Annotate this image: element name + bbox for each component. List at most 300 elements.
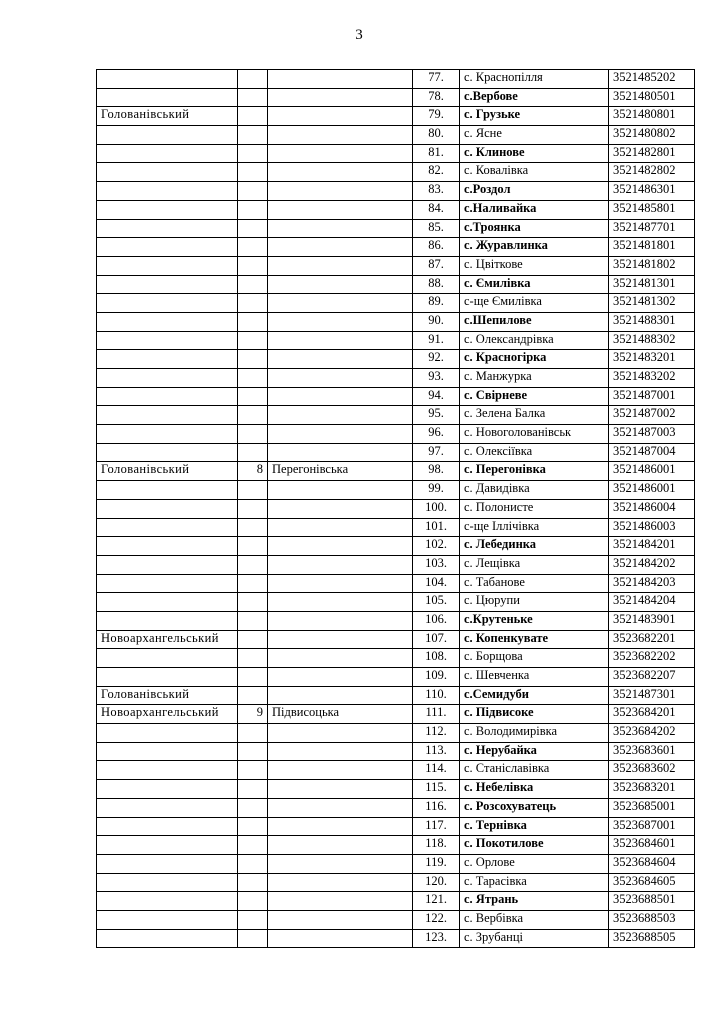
- settlement-cell: с.Семидуби: [460, 686, 609, 705]
- district-cell: [97, 555, 238, 574]
- row-index-cell: 87.: [413, 256, 460, 275]
- settlement-cell: с. Полонисте: [460, 499, 609, 518]
- settlement-cell: с. Зелена Балка: [460, 406, 609, 425]
- row-index-cell: 117.: [413, 817, 460, 836]
- table-row: [97, 668, 695, 687]
- hromada-number-cell: [238, 312, 268, 331]
- table-row: [97, 705, 695, 724]
- hromada-number-cell: [238, 854, 268, 873]
- hromada-number-cell: [238, 70, 268, 89]
- hromada-number-cell: [238, 481, 268, 500]
- koatuu-code-cell: 3523688505: [609, 929, 695, 948]
- hromada-name-cell: [268, 873, 413, 892]
- table-row: [97, 630, 695, 649]
- hromada-name-cell: [268, 387, 413, 406]
- table-row: [97, 219, 695, 238]
- district-cell: [97, 350, 238, 369]
- hromada-number-cell: [238, 126, 268, 145]
- hromada-name-cell: [268, 817, 413, 836]
- koatuu-code-cell: 3521483202: [609, 369, 695, 388]
- koatuu-code-cell: 3521486001: [609, 481, 695, 500]
- district-cell: [97, 836, 238, 855]
- hromada-name-cell: [268, 275, 413, 294]
- settlement-cell: с.Роздол: [460, 182, 609, 201]
- hromada-number-cell: [238, 761, 268, 780]
- settlement-cell: с. Орлове: [460, 854, 609, 873]
- row-index-cell: 109.: [413, 668, 460, 687]
- row-index-cell: 120.: [413, 873, 460, 892]
- district-cell: [97, 70, 238, 89]
- settlement-cell: с.Наливайка: [460, 200, 609, 219]
- district-cell: [97, 817, 238, 836]
- hromada-name-cell: [268, 836, 413, 855]
- settlement-cell: с. Покотилове: [460, 836, 609, 855]
- table-row: [97, 761, 695, 780]
- settlement-cell: с. Підвисоке: [460, 705, 609, 724]
- hromada-name-cell: [268, 724, 413, 743]
- table-row: [97, 238, 695, 257]
- table-row: [97, 275, 695, 294]
- row-index-cell: 91.: [413, 331, 460, 350]
- district-cell: [97, 219, 238, 238]
- district-cell: [97, 593, 238, 612]
- row-index-cell: 112.: [413, 724, 460, 743]
- hromada-number-cell: [238, 555, 268, 574]
- settlement-cell: с. Свірневе: [460, 387, 609, 406]
- hromada-number-cell: [238, 144, 268, 163]
- table-row: [97, 312, 695, 331]
- koatuu-code-cell: 3521486301: [609, 182, 695, 201]
- hromada-number-cell: [238, 331, 268, 350]
- settlement-cell: с. Розсохуватець: [460, 798, 609, 817]
- koatuu-code-cell: 3521484201: [609, 537, 695, 556]
- hromada-number-cell: [238, 817, 268, 836]
- hromada-number-cell: [238, 163, 268, 182]
- district-cell: [97, 88, 238, 107]
- koatuu-code-cell: 3523684201: [609, 705, 695, 724]
- hromada-number-cell: [238, 369, 268, 388]
- district-cell: [97, 798, 238, 817]
- koatuu-code-cell: 3521488301: [609, 312, 695, 331]
- table-row: [97, 88, 695, 107]
- district-cell: [97, 275, 238, 294]
- row-index-cell: 97.: [413, 443, 460, 462]
- hromada-number-cell: [238, 238, 268, 257]
- row-index-cell: 121.: [413, 892, 460, 911]
- koatuu-code-cell: 3521487003: [609, 425, 695, 444]
- hromada-number-cell: [238, 574, 268, 593]
- hromada-number-cell: [238, 910, 268, 929]
- hromada-name-cell: Підвисоцька: [268, 705, 413, 724]
- settlement-cell: с. Вербівка: [460, 910, 609, 929]
- koatuu-code-cell: 3521487001: [609, 387, 695, 406]
- hromada-name-cell: [268, 929, 413, 948]
- table-row: [97, 873, 695, 892]
- row-index-cell: 107.: [413, 630, 460, 649]
- table-row: [97, 350, 695, 369]
- row-index-cell: 77.: [413, 70, 460, 89]
- koatuu-code-cell: 3521484202: [609, 555, 695, 574]
- settlement-cell: с-ще Іллічівка: [460, 518, 609, 537]
- table-row: [97, 686, 695, 705]
- district-cell: Голованівський: [97, 686, 238, 705]
- hromada-number-cell: [238, 443, 268, 462]
- hromada-number-cell: [238, 275, 268, 294]
- table-row: [97, 144, 695, 163]
- settlement-cell: с.Крутеньке: [460, 611, 609, 630]
- settlement-cell: с. Нерубайка: [460, 742, 609, 761]
- district-cell: [97, 294, 238, 313]
- settlement-cell: с. Клинове: [460, 144, 609, 163]
- hromada-name-cell: [268, 70, 413, 89]
- hromada-name-cell: [268, 88, 413, 107]
- hromada-name-cell: [268, 163, 413, 182]
- settlement-cell: с.Вербове: [460, 88, 609, 107]
- table-row: [97, 574, 695, 593]
- koatuu-code-cell: 3523684202: [609, 724, 695, 743]
- district-cell: [97, 537, 238, 556]
- district-cell: [97, 724, 238, 743]
- table-row: [97, 294, 695, 313]
- hromada-number-cell: [238, 406, 268, 425]
- hromada-name-cell: Перегонівська: [268, 462, 413, 481]
- koatuu-code-cell: 3521484203: [609, 574, 695, 593]
- koatuu-code-cell: 3521481801: [609, 238, 695, 257]
- hromada-name-cell: [268, 406, 413, 425]
- hromada-number-cell: [238, 387, 268, 406]
- table-row: [97, 910, 695, 929]
- hromada-number-cell: [238, 668, 268, 687]
- row-index-cell: 89.: [413, 294, 460, 313]
- row-index-cell: 93.: [413, 369, 460, 388]
- koatuu-code-cell: 3523688501: [609, 892, 695, 911]
- koatuu-code-cell: 3523688503: [609, 910, 695, 929]
- hromada-name-cell: [268, 574, 413, 593]
- table-row: [97, 369, 695, 388]
- district-cell: [97, 518, 238, 537]
- koatuu-code-cell: 3521485202: [609, 70, 695, 89]
- table-row: [97, 107, 695, 126]
- row-index-cell: 113.: [413, 742, 460, 761]
- row-index-cell: 106.: [413, 611, 460, 630]
- koatuu-code-cell: 3523684605: [609, 873, 695, 892]
- hromada-name-cell: [268, 312, 413, 331]
- row-index-cell: 118.: [413, 836, 460, 855]
- koatuu-code-cell: 3523684601: [609, 836, 695, 855]
- settlement-cell: с. Копенкувате: [460, 630, 609, 649]
- district-cell: [97, 256, 238, 275]
- district-cell: [97, 742, 238, 761]
- settlement-cell: с.Троянка: [460, 219, 609, 238]
- settlement-cell: с. Краснопілля: [460, 70, 609, 89]
- hromada-name-cell: [268, 107, 413, 126]
- hromada-number-cell: [238, 686, 268, 705]
- table-row: [97, 481, 695, 500]
- district-cell: [97, 369, 238, 388]
- koatuu-code-cell: 3523683201: [609, 780, 695, 799]
- district-cell: [97, 910, 238, 929]
- table-row: [97, 649, 695, 668]
- settlement-cell: с-ще Ємилівка: [460, 294, 609, 313]
- district-cell: [97, 200, 238, 219]
- district-cell: [97, 425, 238, 444]
- row-index-cell: 84.: [413, 200, 460, 219]
- koatuu-code-cell: 3521488302: [609, 331, 695, 350]
- hromada-name-cell: [268, 144, 413, 163]
- row-index-cell: 100.: [413, 499, 460, 518]
- hromada-number-cell: [238, 350, 268, 369]
- hromada-name-cell: [268, 761, 413, 780]
- settlement-cell: с. Ясне: [460, 126, 609, 145]
- hromada-name-cell: [268, 518, 413, 537]
- row-index-cell: 101.: [413, 518, 460, 537]
- settlement-cell: с. Ятрань: [460, 892, 609, 911]
- koatuu-code-cell: 3521486003: [609, 518, 695, 537]
- row-index-cell: 81.: [413, 144, 460, 163]
- koatuu-code-cell: 3521482802: [609, 163, 695, 182]
- hromada-name-cell: [268, 369, 413, 388]
- table-row: [97, 593, 695, 612]
- table-row: [97, 406, 695, 425]
- koatuu-code-cell: 3521483201: [609, 350, 695, 369]
- district-cell: [97, 126, 238, 145]
- table-row: [97, 499, 695, 518]
- district-cell: [97, 331, 238, 350]
- table-row: [97, 892, 695, 911]
- koatuu-code-cell: 3523685001: [609, 798, 695, 817]
- district-cell: Голованівський: [97, 107, 238, 126]
- table-row: [97, 854, 695, 873]
- row-index-cell: 103.: [413, 555, 460, 574]
- koatuu-code-cell: 3521487002: [609, 406, 695, 425]
- district-cell: Голованівський: [97, 462, 238, 481]
- row-index-cell: 115.: [413, 780, 460, 799]
- table-row: [97, 462, 695, 481]
- hromada-name-cell: [268, 780, 413, 799]
- hromada-number-cell: [238, 780, 268, 799]
- koatuu-code-cell: 3521481301: [609, 275, 695, 294]
- row-index-cell: 90.: [413, 312, 460, 331]
- row-index-cell: 99.: [413, 481, 460, 500]
- hromada-name-cell: [268, 200, 413, 219]
- koatuu-code-cell: 3523682207: [609, 668, 695, 687]
- row-index-cell: 85.: [413, 219, 460, 238]
- hromada-name-cell: [268, 611, 413, 630]
- district-cell: [97, 854, 238, 873]
- hromada-number-cell: 9: [238, 705, 268, 724]
- district-cell: Новоархангельський: [97, 630, 238, 649]
- koatuu-code-cell: 3521487701: [609, 219, 695, 238]
- settlement-cell: с. Перегонівка: [460, 462, 609, 481]
- table-row: [97, 611, 695, 630]
- district-cell: [97, 406, 238, 425]
- koatuu-code-cell: 3521481802: [609, 256, 695, 275]
- hromada-number-cell: [238, 836, 268, 855]
- settlement-cell: с. Журавлинка: [460, 238, 609, 257]
- koatuu-code-cell: 3523684604: [609, 854, 695, 873]
- koatuu-code-cell: 3523683602: [609, 761, 695, 780]
- hromada-name-cell: [268, 238, 413, 257]
- hromada-name-cell: [268, 686, 413, 705]
- settlement-cell: с. Ємилівка: [460, 275, 609, 294]
- table-row: [97, 555, 695, 574]
- table-row: [97, 742, 695, 761]
- settlement-cell: с. Табанове: [460, 574, 609, 593]
- settlement-cell: с. Лебединка: [460, 537, 609, 556]
- settlement-cell: с. Олександрівка: [460, 331, 609, 350]
- settlement-cell: с. Грузьке: [460, 107, 609, 126]
- table-row: [97, 256, 695, 275]
- hromada-number-cell: [238, 182, 268, 201]
- district-cell: [97, 443, 238, 462]
- koatuu-code-cell: 3523682202: [609, 649, 695, 668]
- settlement-cell: с. Красногірка: [460, 350, 609, 369]
- table-row: [97, 126, 695, 145]
- hromada-number-cell: [238, 256, 268, 275]
- hromada-number-cell: [238, 425, 268, 444]
- district-cell: [97, 499, 238, 518]
- district-cell: [97, 761, 238, 780]
- table-row: [97, 331, 695, 350]
- table-row: [97, 425, 695, 444]
- hromada-name-cell: [268, 481, 413, 500]
- settlement-cell: с. Борщова: [460, 649, 609, 668]
- settlement-cell: с. Цюрупи: [460, 593, 609, 612]
- row-index-cell: 119.: [413, 854, 460, 873]
- hromada-number-cell: [238, 200, 268, 219]
- district-cell: Новоархангельський: [97, 705, 238, 724]
- hromada-name-cell: [268, 350, 413, 369]
- row-index-cell: 83.: [413, 182, 460, 201]
- hromada-name-cell: [268, 537, 413, 556]
- district-cell: [97, 780, 238, 799]
- hromada-name-cell: [268, 593, 413, 612]
- koatuu-code-cell: 3521480501: [609, 88, 695, 107]
- hromada-name-cell: [268, 499, 413, 518]
- hromada-number-cell: [238, 499, 268, 518]
- koatuu-code-cell: 3523687001: [609, 817, 695, 836]
- hromada-name-cell: [268, 219, 413, 238]
- hromada-number-cell: [238, 929, 268, 948]
- district-cell: [97, 574, 238, 593]
- row-index-cell: 86.: [413, 238, 460, 257]
- settlement-cell: с. Небелівка: [460, 780, 609, 799]
- settlement-cell: с. Тарасівка: [460, 873, 609, 892]
- koatuu-code-cell: 3521484204: [609, 593, 695, 612]
- table-row: [97, 798, 695, 817]
- settlement-cell: с. Шевченка: [460, 668, 609, 687]
- hromada-name-cell: [268, 910, 413, 929]
- koatuu-code-cell: 3521486001: [609, 462, 695, 481]
- row-index-cell: 92.: [413, 350, 460, 369]
- hromada-name-cell: [268, 892, 413, 911]
- koatuu-code-cell: 3521485801: [609, 200, 695, 219]
- district-cell: [97, 892, 238, 911]
- hromada-name-cell: [268, 649, 413, 668]
- koatuu-code-cell: 3521483901: [609, 611, 695, 630]
- hromada-name-cell: [268, 256, 413, 275]
- district-cell: [97, 238, 238, 257]
- hromada-number-cell: [238, 219, 268, 238]
- row-index-cell: 80.: [413, 126, 460, 145]
- district-cell: [97, 649, 238, 668]
- table-row: [97, 518, 695, 537]
- koatuu-code-cell: 3521480802: [609, 126, 695, 145]
- row-index-cell: 123.: [413, 929, 460, 948]
- row-index-cell: 110.: [413, 686, 460, 705]
- hromada-number-cell: [238, 593, 268, 612]
- table-row: [97, 200, 695, 219]
- row-index-cell: 114.: [413, 761, 460, 780]
- hromada-number-cell: [238, 630, 268, 649]
- hromada-name-cell: [268, 555, 413, 574]
- hromada-number-cell: [238, 724, 268, 743]
- row-index-cell: 104.: [413, 574, 460, 593]
- table-row: [97, 780, 695, 799]
- settlement-cell: с. Манжурка: [460, 369, 609, 388]
- page-number: 3: [355, 27, 363, 43]
- hromada-name-cell: [268, 742, 413, 761]
- table-row: [97, 537, 695, 556]
- settlement-cell: с. Ковалівка: [460, 163, 609, 182]
- district-cell: [97, 481, 238, 500]
- row-index-cell: 105.: [413, 593, 460, 612]
- koatuu-code-cell: 3521487004: [609, 443, 695, 462]
- row-index-cell: 108.: [413, 649, 460, 668]
- district-cell: [97, 387, 238, 406]
- table-row: [97, 163, 695, 182]
- table-row: [97, 387, 695, 406]
- row-index-cell: 98.: [413, 462, 460, 481]
- hromada-name-cell: [268, 854, 413, 873]
- hromada-name-cell: [268, 126, 413, 145]
- settlement-cell: с. Лещівка: [460, 555, 609, 574]
- settlement-cell: с. Зрубанці: [460, 929, 609, 948]
- table-row: [97, 817, 695, 836]
- row-index-cell: 88.: [413, 275, 460, 294]
- row-index-cell: 95.: [413, 406, 460, 425]
- hromada-number-cell: [238, 88, 268, 107]
- hromada-name-cell: [268, 443, 413, 462]
- table-row: [97, 443, 695, 462]
- row-index-cell: 116.: [413, 798, 460, 817]
- district-cell: [97, 163, 238, 182]
- row-index-cell: 78.: [413, 88, 460, 107]
- row-index-cell: 111.: [413, 705, 460, 724]
- settlement-cell: с. Володимирівка: [460, 724, 609, 743]
- hromada-number-cell: [238, 649, 268, 668]
- koatuu-code-cell: 3521481302: [609, 294, 695, 313]
- hromada-number-cell: [238, 294, 268, 313]
- row-index-cell: 102.: [413, 537, 460, 556]
- koatuu-code-cell: 3523683601: [609, 742, 695, 761]
- settlement-cell: с. Олексіївка: [460, 443, 609, 462]
- hromada-number-cell: [238, 537, 268, 556]
- district-cell: [97, 312, 238, 331]
- settlement-cell: с. Тернівка: [460, 817, 609, 836]
- settlements-table: [96, 69, 695, 948]
- hromada-number-cell: [238, 611, 268, 630]
- hromada-name-cell: [268, 425, 413, 444]
- hromada-name-cell: [268, 182, 413, 201]
- table-row: [97, 182, 695, 201]
- hromada-number-cell: [238, 107, 268, 126]
- koatuu-code-cell: 3521486004: [609, 499, 695, 518]
- district-cell: [97, 873, 238, 892]
- row-index-cell: 96.: [413, 425, 460, 444]
- table-body: [97, 70, 695, 948]
- hromada-number-cell: [238, 798, 268, 817]
